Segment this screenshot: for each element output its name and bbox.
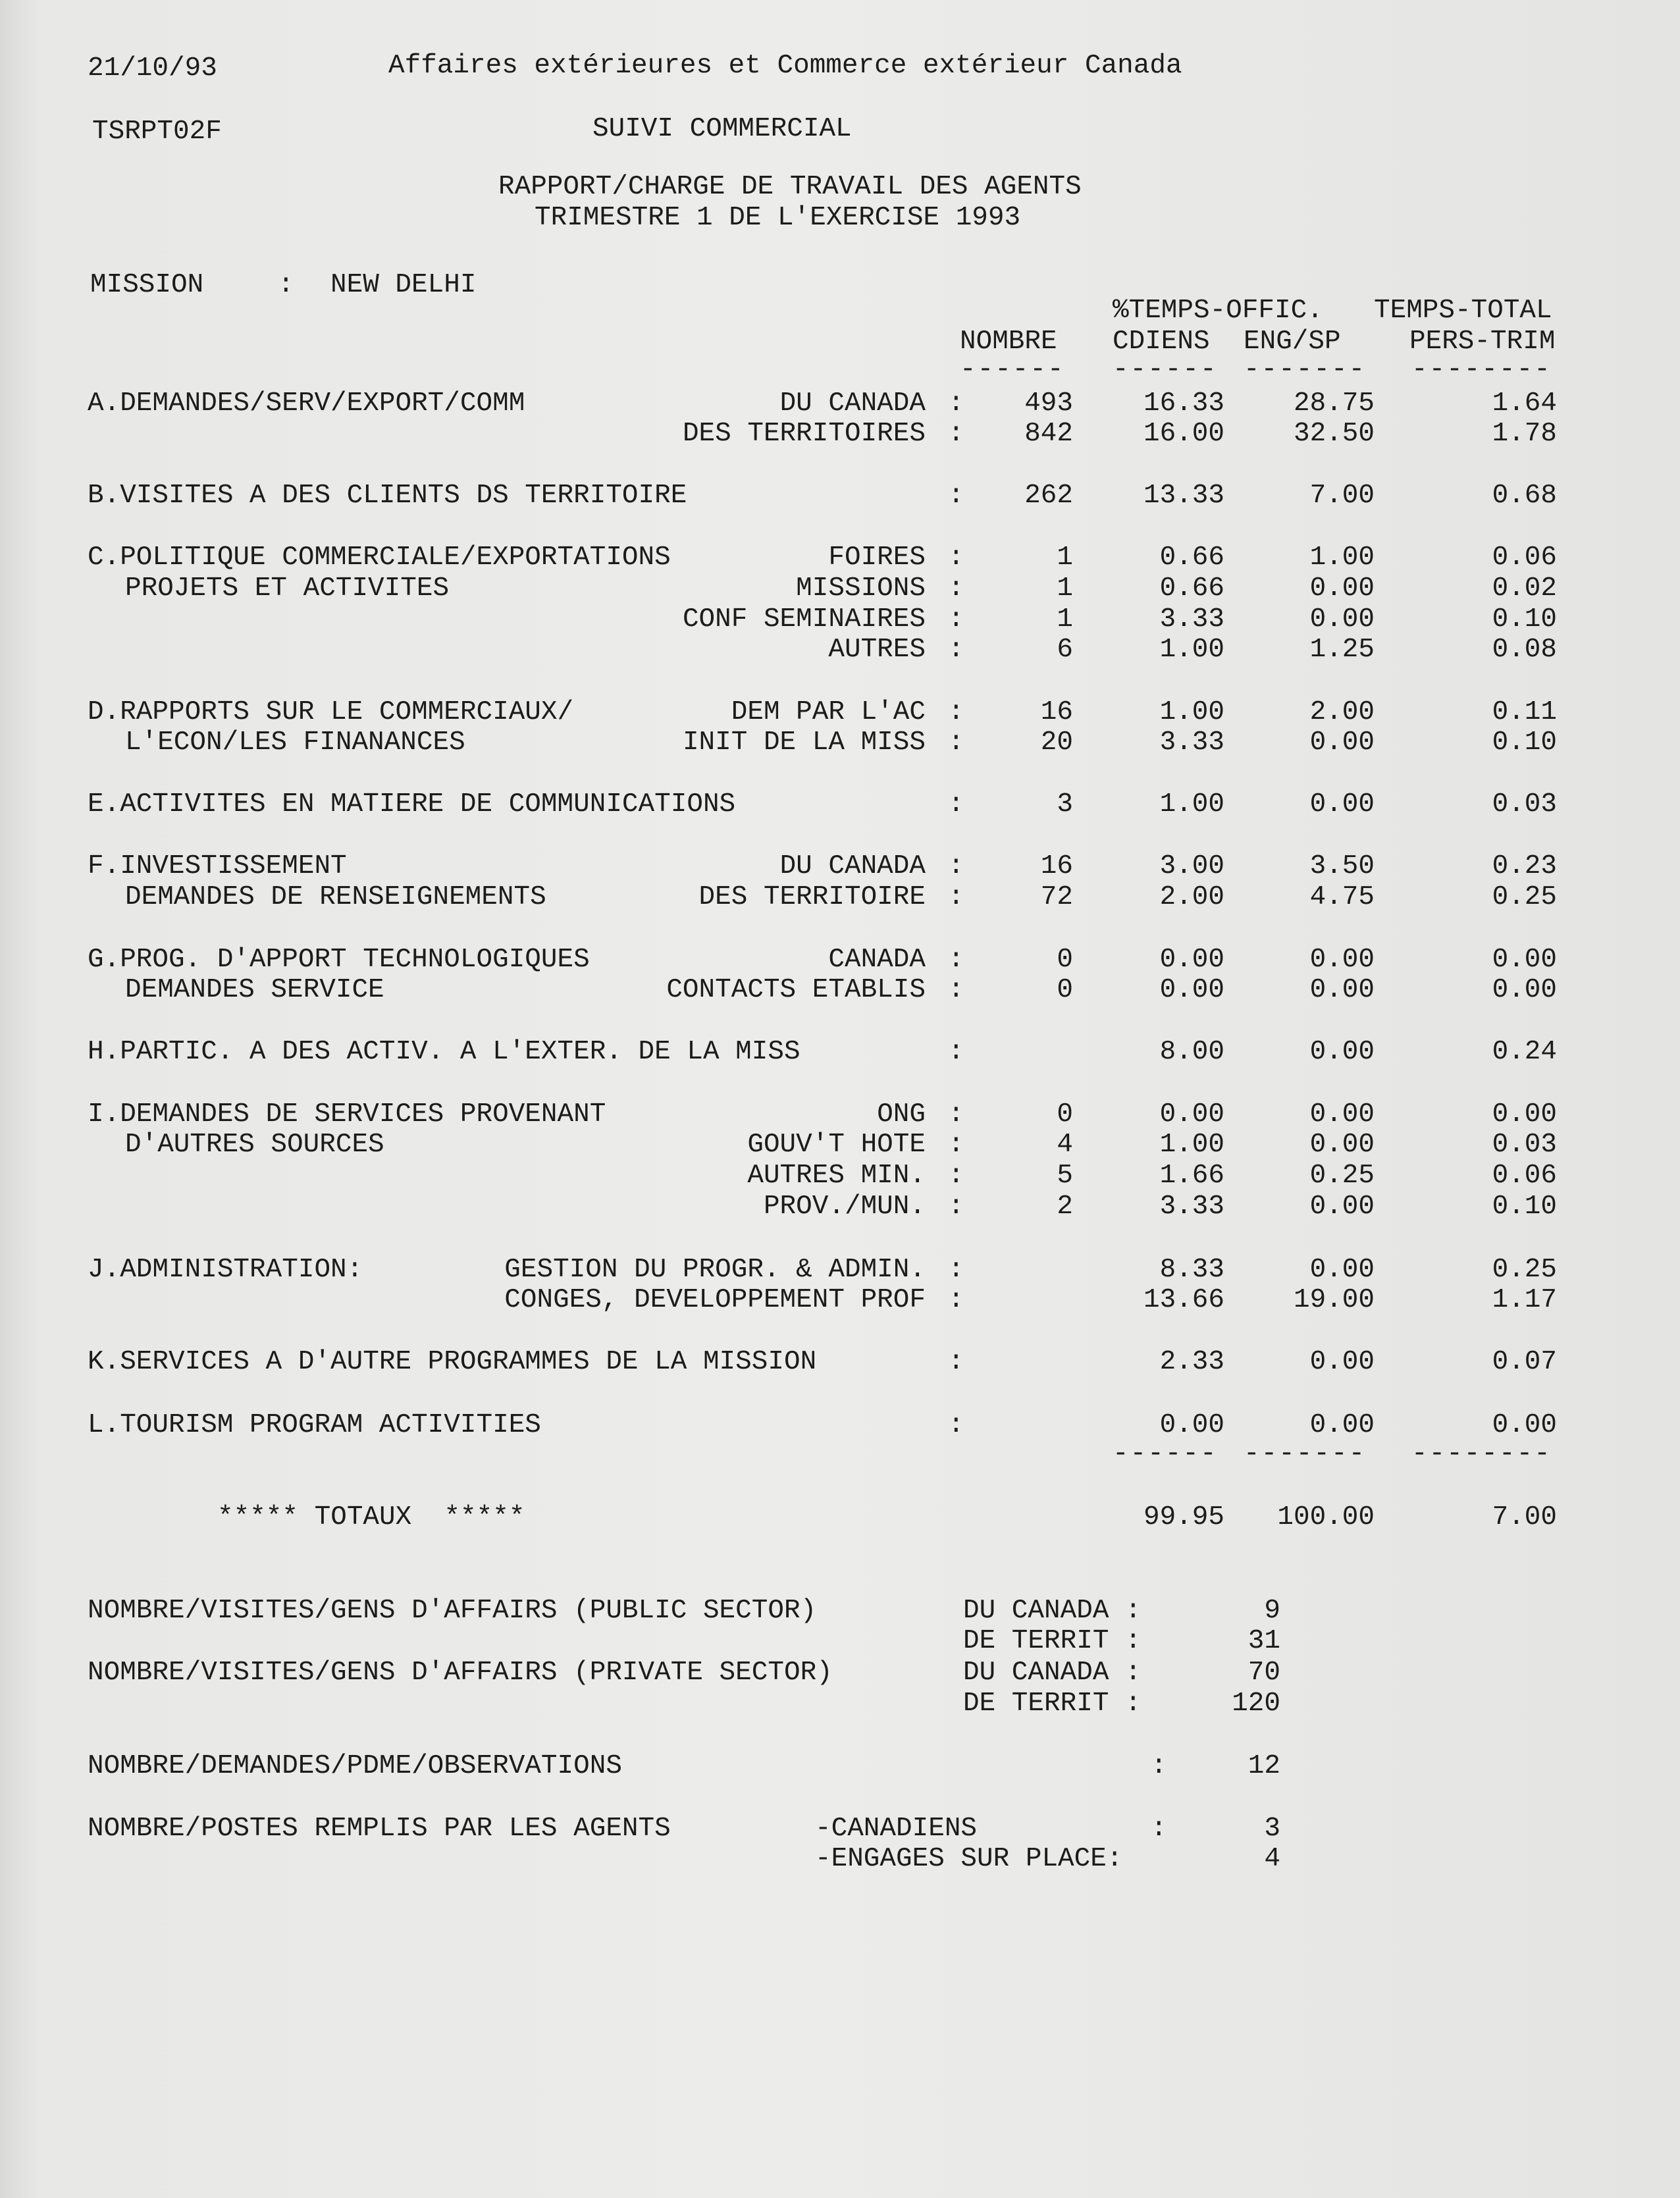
report-period: TRIMESTRE 1 DE L'EXERCISE 1993 [535, 203, 1021, 233]
row-label: CONTACTS ETABLIS [666, 975, 926, 1005]
row-label: DES TERRITOIRE [698, 882, 926, 912]
cell-cdiens: 13.33 [1143, 481, 1224, 511]
row-label: CONF SEMINAIRES [682, 604, 926, 635]
postes-engages-label: -ENGAGES SUR PLACE: [815, 1844, 1123, 1874]
row-colon: : [948, 1410, 964, 1440]
mission-value: NEW DELHI [330, 270, 477, 300]
row-colon: : [948, 1347, 964, 1377]
row-colon: : [948, 388, 964, 419]
cell-engsp: 7.00 [1309, 481, 1375, 511]
cell-cdiens: 0.00 [1159, 1410, 1224, 1440]
organization-name: Affaires extérieures et Commerce extérieur Canada [388, 51, 1182, 81]
row-label: ONG [877, 1099, 926, 1130]
cell-cdiens: 16.33 [1143, 388, 1224, 419]
cell-perstrim: 0.07 [1492, 1347, 1557, 1377]
cell-cdiens: 8.33 [1159, 1255, 1224, 1285]
row-colon: : [948, 604, 964, 635]
underline-engsp: ------- [1244, 355, 1367, 385]
visits-private-canada: 70 [1247, 1658, 1280, 1688]
underline-nombre: ------ [960, 355, 1065, 385]
cell-nombre: 16 [1040, 851, 1073, 881]
visits-de-territ-label: DE TERRIT : [963, 1626, 1142, 1656]
cell-engsp: 0.00 [1309, 604, 1375, 635]
report-code: TSRPT02F [92, 117, 222, 147]
cell-engsp: 0.00 [1309, 1099, 1375, 1130]
cell-perstrim: 1.78 [1492, 419, 1557, 449]
cell-perstrim: 0.11 [1492, 697, 1557, 727]
total-perstrim: 7.00 [1492, 1502, 1557, 1532]
row-colon: : [948, 1285, 964, 1315]
pdme-value: 12 [1247, 1751, 1280, 1781]
cell-nombre: 3 [1057, 789, 1073, 820]
cell-cdiens: 2.33 [1159, 1347, 1224, 1377]
cell-engsp: 1.25 [1309, 635, 1375, 665]
cell-cdiens: 0.00 [1159, 945, 1224, 975]
cell-nombre: 5 [1057, 1161, 1073, 1191]
row-colon: : [948, 1255, 964, 1285]
row-label: GESTION DU PROGR. & ADMIN. [504, 1255, 926, 1285]
row-colon: : [948, 542, 964, 573]
section-i-subtitle: D'AUTRES SOURCES [125, 1130, 384, 1160]
cell-perstrim: 1.17 [1492, 1285, 1557, 1315]
cell-perstrim: 1.64 [1492, 388, 1557, 419]
section-f-title: F.INVESTISSEMENT [88, 851, 347, 881]
cell-cdiens: 3.33 [1159, 727, 1224, 758]
row-colon: : [948, 1099, 964, 1130]
cell-engsp: 0.00 [1309, 789, 1375, 820]
cell-cdiens: 1.00 [1159, 635, 1224, 665]
row-label: CANADA [828, 945, 926, 975]
row-label: AUTRES MIN. [747, 1161, 926, 1191]
system-name: SUIVI COMMERCIAL [592, 114, 852, 144]
mission-colon: : [278, 270, 294, 300]
cell-perstrim: 0.08 [1492, 635, 1557, 665]
row-colon: : [948, 975, 964, 1005]
underline-cdiens: ------ [1113, 355, 1218, 385]
cell-nombre: 16 [1040, 697, 1073, 727]
section-f-subtitle: DEMANDES DE RENSEIGNEMENTS [125, 882, 546, 912]
cell-engsp: 0.00 [1309, 975, 1375, 1005]
cell-cdiens: 0.00 [1159, 1099, 1224, 1130]
cell-perstrim: 0.10 [1492, 727, 1557, 758]
row-colon: : [948, 727, 964, 758]
cell-nombre: 6 [1057, 635, 1073, 665]
total-underline-engsp: ------- [1244, 1439, 1367, 1469]
row-label: DU CANADA [779, 851, 926, 881]
cell-nombre: 72 [1040, 882, 1073, 912]
row-colon: : [948, 573, 964, 604]
pdme-label: NOMBRE/DEMANDES/PDME/OBSERVATIONS [88, 1751, 622, 1781]
row-label: GOUV'T HOTE [747, 1130, 926, 1160]
total-engsp: 100.00 [1277, 1502, 1375, 1532]
header-cdiens: CDIENS [1113, 327, 1210, 357]
cell-cdiens: 3.33 [1159, 604, 1224, 635]
cell-engsp: 19.00 [1293, 1285, 1375, 1315]
visits-private-territ: 120 [1232, 1688, 1280, 1719]
cell-perstrim: 0.02 [1492, 573, 1557, 604]
cell-engsp: 0.25 [1309, 1161, 1375, 1191]
report-date: 21/10/93 [88, 53, 217, 84]
visits-public-label: NOMBRE/VISITES/GENS D'AFFAIRS (PUBLIC SECTOR) [88, 1596, 817, 1626]
cell-engsp: 0.00 [1309, 945, 1375, 975]
cell-perstrim: 0.10 [1492, 1191, 1557, 1222]
cell-engsp: 2.00 [1309, 697, 1375, 727]
cell-nombre: 842 [1024, 419, 1073, 449]
cell-perstrim: 0.10 [1492, 604, 1557, 635]
total-underline-cdiens: ------ [1113, 1439, 1218, 1469]
row-colon: : [948, 851, 964, 881]
header-temps-total: TEMPS-TOTAL [1374, 296, 1552, 326]
visits-du-canada-label: DU CANADA : [963, 1596, 1142, 1626]
cell-perstrim: 0.06 [1492, 542, 1557, 573]
section-l-title: L.TOURISM PROGRAM ACTIVITIES [88, 1410, 541, 1440]
row-label: CONGES, DEVELOPPEMENT PROF [504, 1285, 926, 1315]
cell-perstrim: 0.25 [1492, 1255, 1557, 1285]
row-label: DES TERRITOIRES [682, 419, 926, 449]
row-label: INIT DE LA MISS [682, 727, 926, 758]
cell-perstrim: 0.00 [1492, 945, 1557, 975]
report-title: RAPPORT/CHARGE DE TRAVAIL DES AGENTS [498, 172, 1082, 202]
visits-private-label: NOMBRE/VISITES/GENS D'AFFAIRS (PRIVATE SECTOR) [88, 1658, 833, 1688]
row-label: PROV./MUN. [763, 1191, 926, 1222]
section-a-title: A.DEMANDES/SERV/EXPORT/COMM [88, 388, 525, 419]
visits-public-canada: 9 [1264, 1596, 1280, 1626]
cell-engsp: 0.00 [1309, 1037, 1375, 1067]
row-label: MISSIONS [796, 573, 926, 604]
section-c-subtitle: PROJETS ET ACTIVITES [125, 573, 450, 604]
cell-engsp: 0.00 [1309, 1130, 1375, 1160]
row-colon: : [948, 789, 964, 820]
header-engsp: ENG/SP [1244, 327, 1341, 357]
cell-cdiens: 13.66 [1143, 1285, 1224, 1315]
section-e-title: E.ACTIVITES EN MATIERE DE COMMUNICATIONS [88, 789, 736, 820]
row-colon: : [948, 635, 964, 665]
cell-nombre: 0 [1057, 1099, 1073, 1130]
header-perstrim: PERS-TRIM [1409, 327, 1556, 357]
row-colon: : [948, 1037, 964, 1067]
underline-perstrim: -------- [1411, 355, 1552, 385]
section-d-title: D.RAPPORTS SUR LE COMMERCIAUX/ [88, 697, 574, 727]
cell-nombre: 4 [1057, 1130, 1073, 1160]
total-cdiens: 99.95 [1143, 1502, 1224, 1532]
cell-perstrim: 0.00 [1492, 1099, 1557, 1130]
section-c-title: C.POLITIQUE COMMERCIALE/EXPORTATIONS [88, 542, 671, 573]
cell-cdiens: 0.00 [1159, 975, 1224, 1005]
header-temps-offic: %TEMPS-OFFIC. [1113, 296, 1323, 326]
section-g-subtitle: DEMANDES SERVICE [125, 975, 384, 1005]
cell-engsp: 4.75 [1309, 882, 1375, 912]
cell-cdiens: 3.33 [1159, 1191, 1224, 1222]
cell-perstrim: 0.23 [1492, 851, 1557, 881]
section-j-title: J.ADMINISTRATION: [88, 1255, 363, 1285]
cell-cdiens: 3.00 [1159, 851, 1224, 881]
cell-perstrim: 0.00 [1492, 975, 1557, 1005]
header-nombre: NOMBRE [960, 327, 1057, 357]
visits-public-territ: 31 [1247, 1626, 1280, 1656]
visits-du-canada-label: DU CANADA : [963, 1658, 1142, 1688]
postes-label: NOMBRE/POSTES REMPLIS PAR LES AGENTS [88, 1814, 671, 1844]
cell-engsp: 0.00 [1309, 573, 1375, 604]
cell-nombre: 1 [1057, 604, 1073, 635]
cell-engsp: 0.00 [1309, 1191, 1375, 1222]
cell-nombre: 2 [1057, 1191, 1073, 1222]
cell-nombre: 493 [1024, 388, 1073, 419]
cell-nombre: 1 [1057, 542, 1073, 573]
totals-label: ***** TOTAUX ***** [217, 1502, 525, 1532]
row-colon: : [948, 481, 964, 511]
cell-perstrim: 0.00 [1492, 1410, 1557, 1440]
mission-label: MISSION [90, 270, 204, 300]
cell-perstrim: 0.03 [1492, 789, 1557, 820]
cell-cdiens: 1.00 [1159, 1130, 1224, 1160]
cell-engsp: 3.50 [1309, 851, 1375, 881]
section-d-subtitle: L'ECON/LES FINANANCES [125, 727, 465, 758]
row-colon: : [948, 1130, 964, 1160]
cell-cdiens: 0.66 [1159, 542, 1224, 573]
cell-perstrim: 0.25 [1492, 882, 1557, 912]
pdme-colon: : [1151, 1751, 1167, 1781]
row-colon: : [948, 1161, 964, 1191]
total-underline-perstrim: -------- [1411, 1439, 1552, 1469]
cell-nombre: 0 [1057, 975, 1073, 1005]
postes-canadiens-value: 3 [1264, 1814, 1280, 1844]
row-colon: : [948, 945, 964, 975]
cell-perstrim: 0.03 [1492, 1130, 1557, 1160]
postes-engages-value: 4 [1264, 1844, 1280, 1874]
section-k-title: K.SERVICES A D'AUTRE PROGRAMMES DE LA MISSION [88, 1347, 817, 1377]
cell-engsp: 0.00 [1309, 1255, 1375, 1285]
cell-cdiens: 8.00 [1159, 1037, 1224, 1067]
cell-cdiens: 1.00 [1159, 789, 1224, 820]
cell-cdiens: 0.66 [1159, 573, 1224, 604]
row-label: FOIRES [828, 542, 926, 573]
section-g-title: G.PROG. D'APPORT TECHNOLOGIQUES [88, 945, 590, 975]
cell-engsp: 1.00 [1309, 542, 1375, 573]
cell-perstrim: 0.06 [1492, 1161, 1557, 1191]
cell-engsp: 0.00 [1309, 1347, 1375, 1377]
row-label: DU CANADA [779, 388, 926, 419]
row-colon: : [948, 1191, 964, 1222]
postes-canadiens-label: -CANADIENS [815, 1814, 978, 1844]
row-colon: : [948, 697, 964, 727]
cell-nombre: 1 [1057, 573, 1073, 604]
row-colon: : [948, 882, 964, 912]
cell-engsp: 0.00 [1309, 727, 1375, 758]
row-colon: : [948, 419, 964, 449]
section-i-title: I.DEMANDES DE SERVICES PROVENANT [88, 1099, 606, 1130]
cell-nombre: 262 [1024, 481, 1073, 511]
cell-cdiens: 2.00 [1159, 882, 1224, 912]
cell-nombre: 0 [1057, 945, 1073, 975]
cell-cdiens: 1.00 [1159, 697, 1224, 727]
cell-perstrim: 0.24 [1492, 1037, 1557, 1067]
cell-cdiens: 1.66 [1159, 1161, 1224, 1191]
cell-engsp: 28.75 [1293, 388, 1375, 419]
cell-perstrim: 0.68 [1492, 481, 1557, 511]
row-label: DEM PAR L'AC [731, 697, 926, 727]
cell-cdiens: 16.00 [1143, 419, 1224, 449]
visits-de-territ-label: DE TERRIT : [963, 1688, 1142, 1719]
row-label: AUTRES [828, 635, 926, 665]
section-h-title: H.PARTIC. A DES ACTIV. A L'EXTER. DE LA MISS [88, 1037, 801, 1067]
postes-colon: : [1151, 1814, 1167, 1844]
cell-engsp: 0.00 [1309, 1410, 1375, 1440]
cell-nombre: 20 [1040, 727, 1073, 758]
cell-engsp: 32.50 [1293, 419, 1375, 449]
section-b-title: B.VISITES A DES CLIENTS DS TERRITOIRE [88, 481, 687, 511]
